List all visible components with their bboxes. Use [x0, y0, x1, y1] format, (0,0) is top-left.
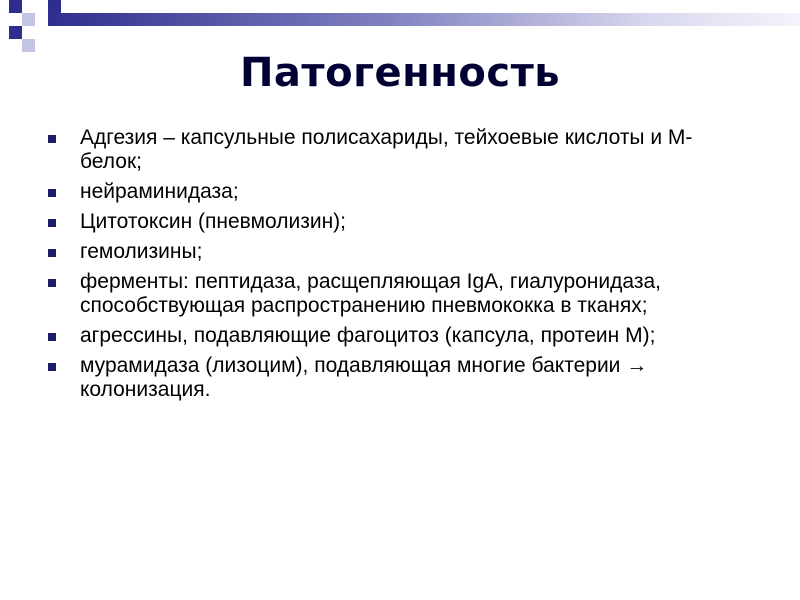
bullet-text: ферменты: пептидаза, расщепляющая IgA, гиалуронидаза, способствующая распространению пневмококка в тканях;	[80, 270, 661, 317]
square-bullet-icon	[48, 189, 56, 197]
bullet-text: гемолизины;	[80, 240, 203, 263]
bullet-text: Адгезия – капсульные полисахариды, тейхоевые кислоты и М-белок;	[80, 126, 693, 173]
square-bullet-icon	[48, 279, 56, 287]
decor-square-1	[9, 0, 22, 13]
slide-title: Патогенность	[239, 50, 561, 96]
bullet-text: мурамидаза (лизоцим), подавляющая многие бактерии → колонизация.	[80, 354, 648, 401]
decor-square-4	[9, 26, 22, 39]
bullet-item	[48, 210, 738, 234]
decor-square-3	[22, 13, 35, 26]
header-gradient-band	[48, 13, 800, 26]
bullet-text: Цитотоксин (пневмолизин);	[80, 210, 346, 233]
bullet-item	[48, 270, 738, 318]
bullet-item	[48, 180, 738, 204]
square-bullet-icon	[48, 363, 56, 371]
square-bullet-icon	[48, 333, 56, 341]
bullet-item	[48, 240, 738, 264]
square-bullet-icon	[48, 249, 56, 257]
bullet-item	[48, 354, 738, 402]
decor-square-2	[48, 0, 61, 13]
square-bullet-icon	[48, 219, 56, 227]
bullet-list	[48, 126, 738, 408]
bullet-text: нейраминидаза;	[80, 180, 239, 203]
bullet-item	[48, 324, 738, 348]
square-bullet-icon	[48, 135, 56, 143]
bullet-text: агрессины, подавляющие фагоцитоз (капсула, протеин М);	[80, 324, 656, 347]
bullet-item	[48, 126, 738, 174]
